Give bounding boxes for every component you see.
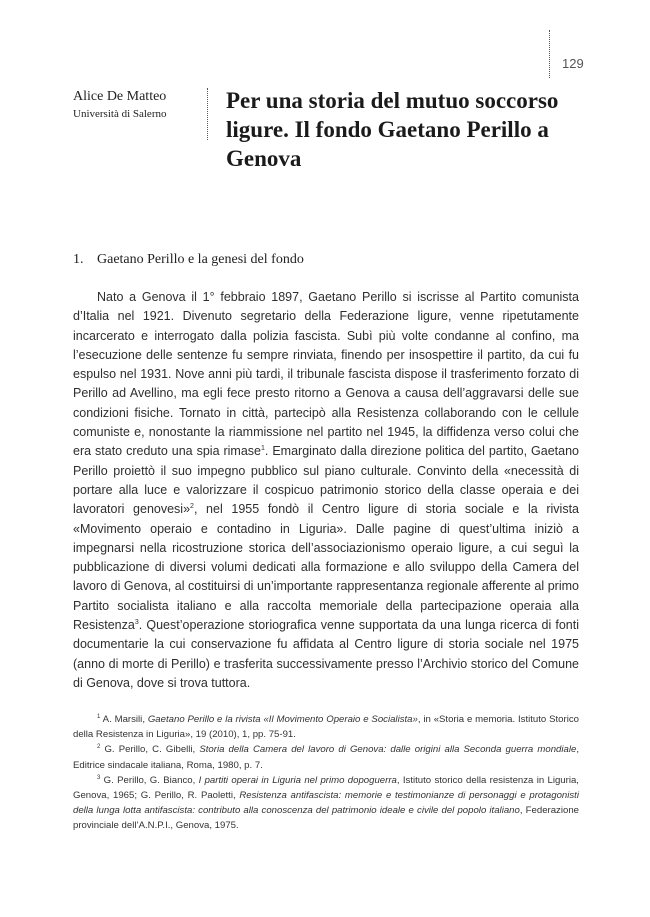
footnote-1 [73, 712, 579, 742]
footnotes [73, 712, 579, 834]
author-name: Alice De Matteo [73, 89, 167, 104]
author-affiliation: Università di Salerno [73, 108, 167, 120]
footnote-text: , Federazione provinciale dell’A.N.P.I., Genova, 1975. [73, 805, 579, 832]
page-number-divider [549, 30, 550, 78]
body-text-part-2: . Emarginato dalla direzione politica del partito, Gaetano Perillo proiettò il suo impegno pubblico sul piano culturale. Convinto della «necessità di portare alla luce e valorizzare il cospicuo patrimonio storico della classe operaia e dei lavoratori genovesi» [73, 444, 579, 517]
footnote-ref-3[interactable]: 3 [134, 618, 139, 626]
title-divider [207, 88, 208, 140]
footnote-2 [73, 742, 579, 772]
author-block [73, 88, 203, 122]
footnote-text: , Editrice sindacale italiana, Roma, 1980, p. 7. [73, 744, 579, 771]
section-title: Gaetano Perillo e la genesi del fondo [97, 252, 304, 267]
footnote-text: G. Perillo, G. Bianco, [100, 774, 199, 786]
footnote-ref-2[interactable]: 2 [190, 503, 194, 511]
footnote-text: , Istituto storico della resistenza in Liguria, Genova, 1965; G. Perillo, R. Paoletti, [73, 774, 579, 802]
footnote-mark: 3 [97, 774, 101, 781]
body-paragraph [73, 288, 579, 693]
footnote-title: Storia della Camera del lavoro di Genova: dalle origini alla Seconda guerra mondiale [199, 744, 577, 756]
section-heading [73, 252, 593, 268]
footnote-text: , in «Storia e memoria. Istituto Storico della Resistenza in Liguria», 19 (2010), 1, pp. 75-91. [73, 714, 579, 741]
body-text-part-1: Nato a Genova il 1° febbraio 1897, Gaetano Perillo si iscrisse al Partito comunista d’Italia nel 1921. Divenuto segretario della Federazione ligure, venne ripetutamente incarcerato e interrogato dalla polizia fascista. Subì più volte condanne al confino, ma l’esecuzione delle sentenze fu sempre rinviata, finendo per insospettire il partito, da cui fu espulso nel 1931. Nove anni più tardi, il tribunale fascista dispose il trasferimento forzato di Perillo ad Avellino, ma egli fece presto ritorno a Genova a causa dell’aggravarsi delle sue condizioni fisiche. Tornato in città, partecipò alla Resistenza collaborando con le cellule comuniste e, nonostante la riammissione nel partito nel 1945, la diffidenza verso colui che era stato creduto una spia rimase [73, 290, 579, 459]
footnote-text: G. Perillo, C. Gibelli, [100, 744, 200, 756]
section-number: 1. [73, 252, 84, 267]
page-number: 129 [562, 56, 584, 71]
footnote-text: A. Marsili, [100, 714, 148, 725]
footnote-title: Resistenza antifascista: memorie e testimonianze di personaggi e protagonisti della lunga lotta antifascista: contributo alla conoscenza del patrimonio ideale e civile del popolo italiano [73, 790, 579, 817]
footnote-title: Gaetano Perillo e la rivista «Il Movimento Operaio e Socialista» [147, 714, 418, 725]
footnote-mark: 2 [97, 744, 101, 751]
footnote-mark: 1 [97, 713, 101, 720]
footnote-3 [73, 773, 579, 834]
body-text-part-3: , nel 1955 fondò il Centro ligure di storia sociale e la rivista «Movimento operaio e contadino in Liguria». Dalle pagine di quest’ultima iniziò a impegnarsi nella ricostruzione storica dell’associazionismo operaio ligure, a cui seguì la pubblicazione di diversi volumi dedicati alla formazione e allo sviluppo della Camera del lavoro di Genova, al costituirsi di un’importante rappresentanza regionale afferente al primo Partito socialista italiano e alla raccolta memoriale della partecipazione operaia alla Resistenza [73, 502, 580, 633]
article-title: Per una storia del mutuo soccorso ligure. Il fondo Gaetano Perillo a Genova [226, 88, 559, 171]
footnote-title: I partiti operai in Liguria nel primo dopoguerra [198, 774, 397, 786]
body-text-part-4: . Quest’operazione storiografica venne supportata da una lunga ricerca di fonti documentarie la cui conservazione fu affidata al Centro ligure di storia sociale nel 1975 (anno di morte di Perillo) e trasferita successivamente presso l’Archivio storico del Comune di Genova, dove si trova tuttora. [73, 618, 579, 690]
footnote-ref-1[interactable]: 1 [261, 445, 265, 453]
